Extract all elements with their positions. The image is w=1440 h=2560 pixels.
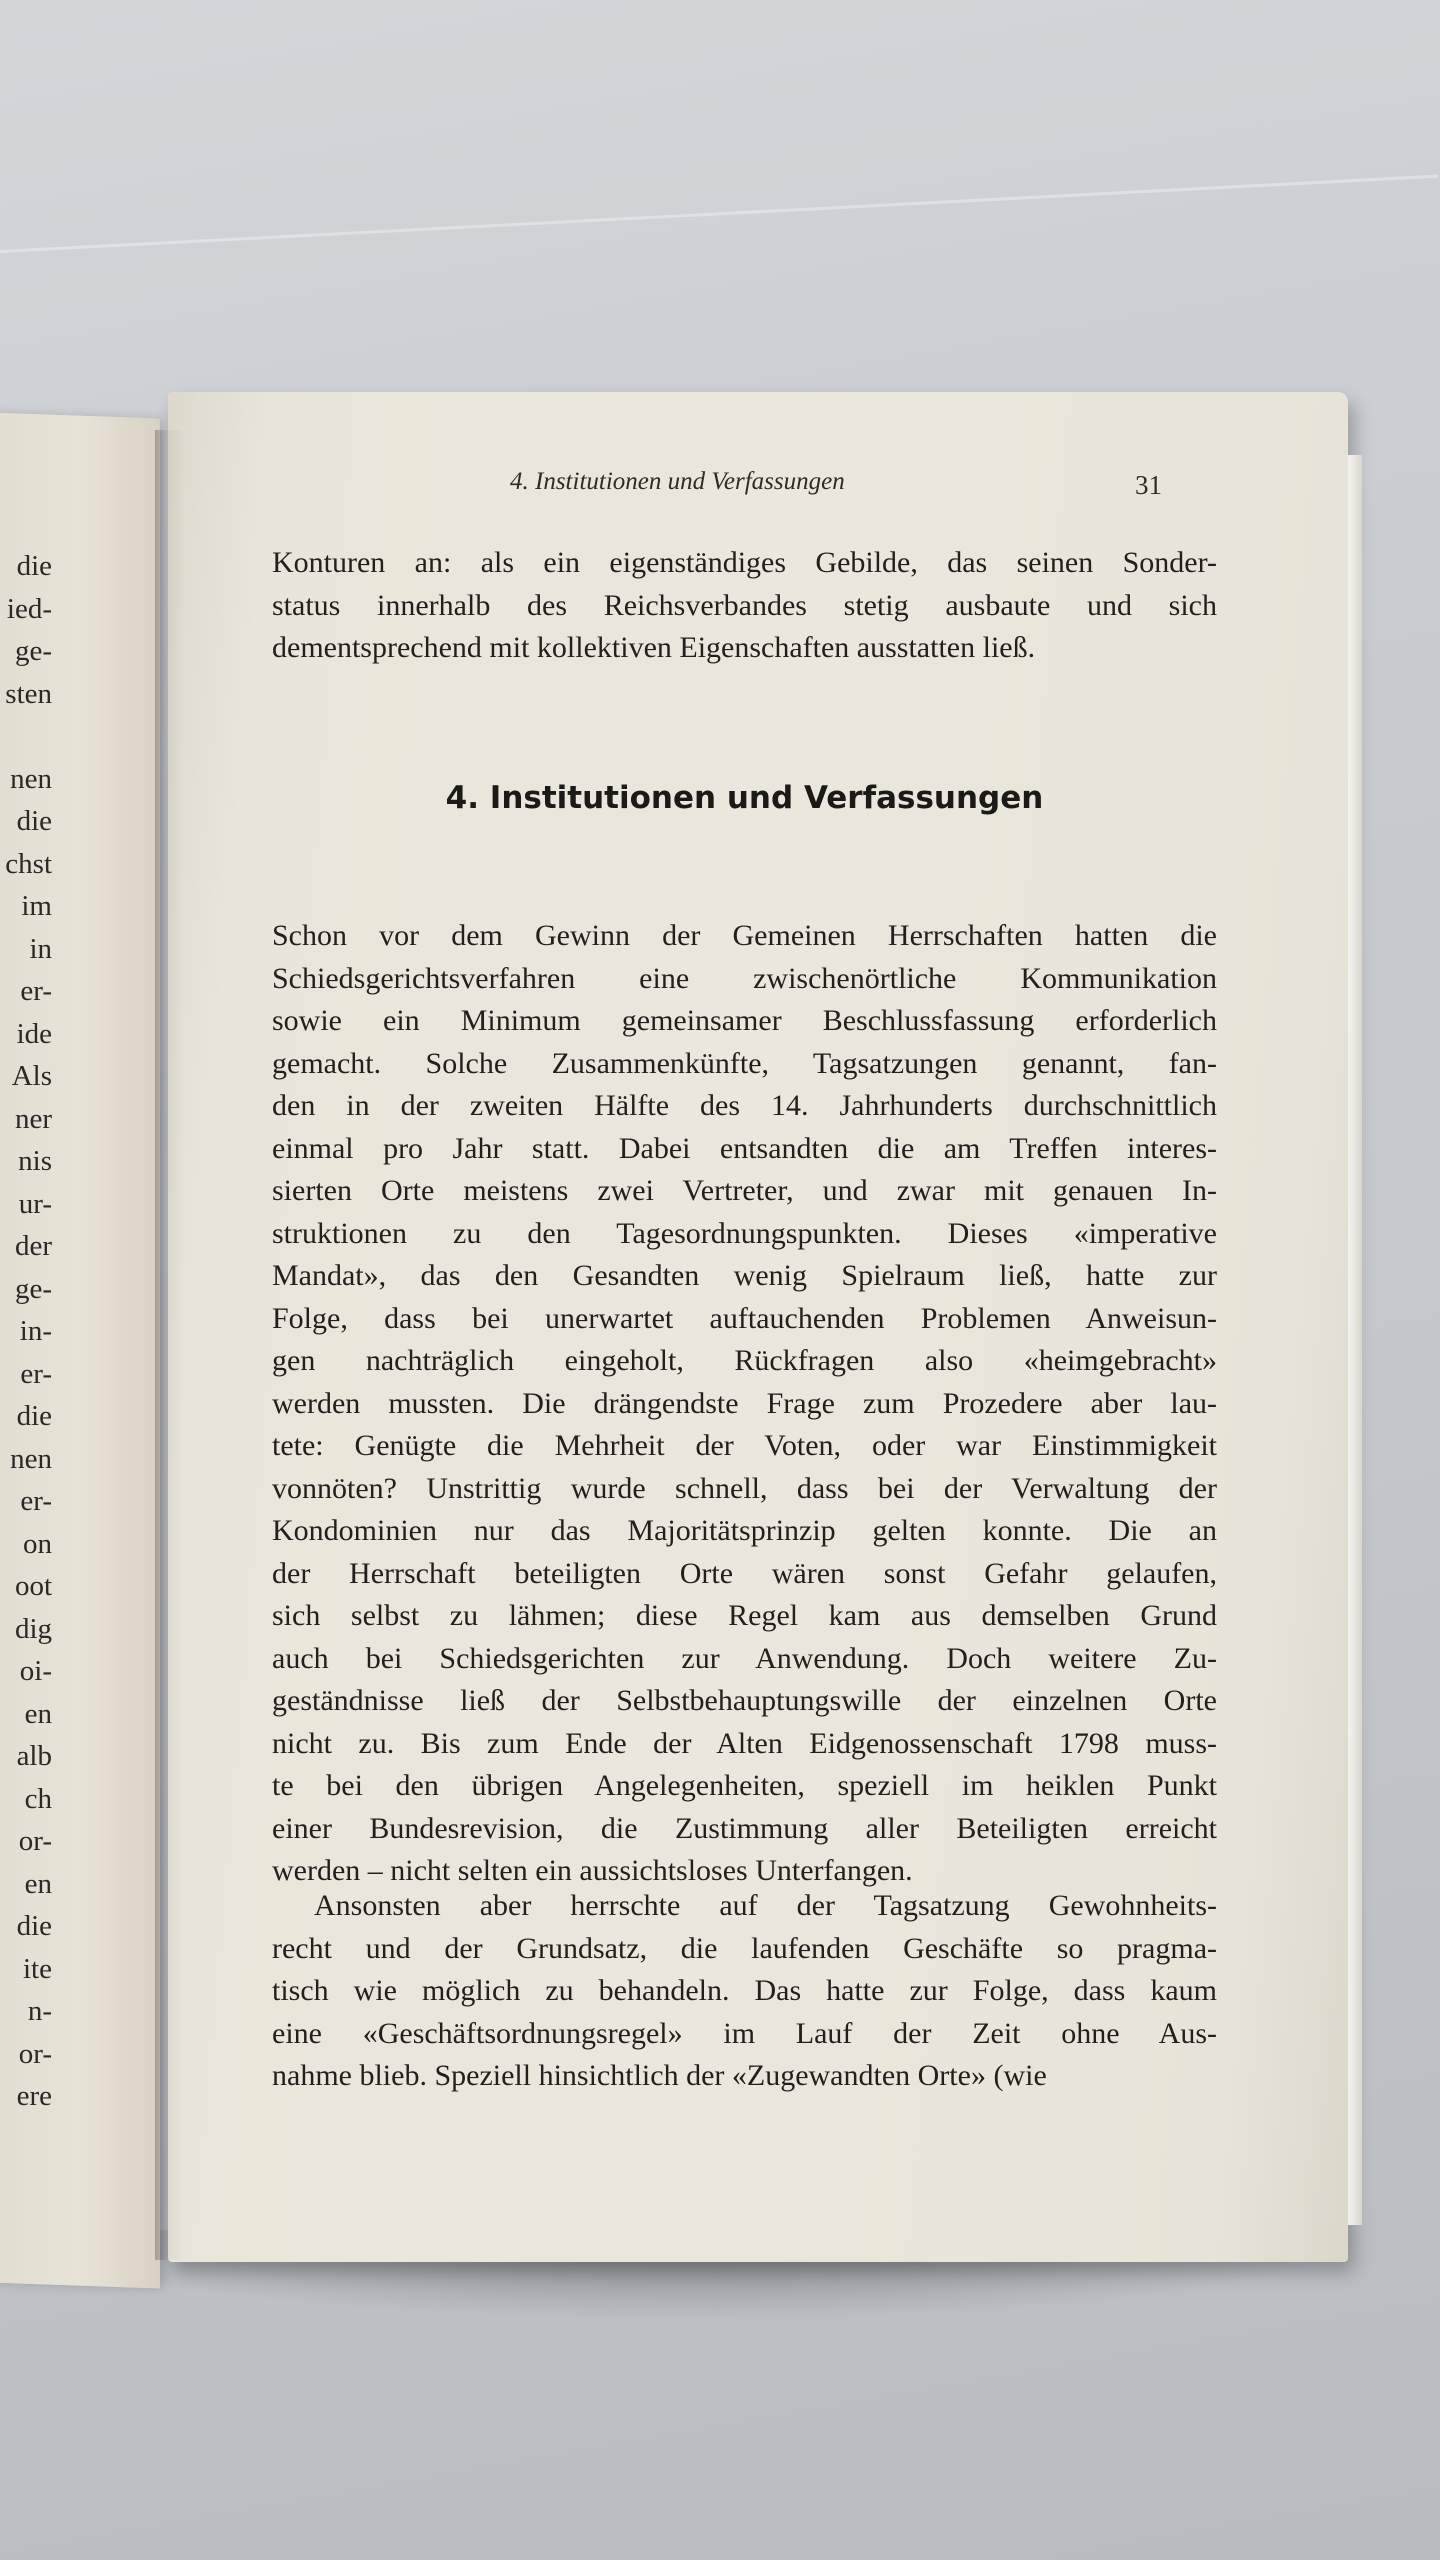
left-fragment: der [14, 1230, 52, 1262]
text-line: sich selbst zu lähmen; diese Regel kam aus demselben Grund [272, 1599, 1217, 1632]
left-fragment: in- [19, 1315, 52, 1347]
text-line: geständnisse ließ der Selbstbehauptungswille der einzelnen Orte [272, 1684, 1217, 1717]
left-fragment: on [23, 1527, 52, 1560]
left-fragment: nis [18, 1145, 52, 1177]
text-line: Schiedsgerichtsverfahren eine zwischenörtliche Kommunikation [272, 961, 1217, 995]
paragraph-1 [272, 915, 1217, 1893]
text-line: den in der zweiten Hälfte des 14. Jahrhunderts durchschnittlich [272, 1089, 1217, 1122]
text-line: der Herrschaft beteiligten Orte wären sonst Gefahr gelaufen, [272, 1556, 1217, 1590]
text-line: Schon vor dem Gewinn der Gemeinen Herrschaften hatten die [272, 919, 1217, 952]
left-fragment: die [16, 550, 52, 582]
left-fragment: ge- [14, 1272, 52, 1305]
left-fragment: die [16, 1400, 52, 1432]
left-fragment: ied- [6, 592, 52, 625]
text-line: werden mussten. Die drängendste Frage zum Prozedere aber lau- [272, 1386, 1217, 1420]
left-fragment: ere [16, 2080, 52, 2112]
left-fragment: ur- [18, 1187, 52, 1220]
left-fragment: oi- [19, 1655, 52, 1687]
text-line: struktionen zu den Tagesordnungspunkten. Dieses «imperative [272, 1216, 1217, 1250]
text-line: Folge, dass bei unerwartet auftauchenden Problemen Anweisun- [272, 1301, 1217, 1335]
left-fragment: in [29, 932, 52, 965]
page-stack-edge [1348, 455, 1362, 2225]
left-fragment: oot [14, 1570, 52, 1602]
left-fragment: chst [5, 847, 52, 880]
left-fragment: dig [14, 1612, 52, 1645]
left-fragment: er- [20, 975, 52, 1007]
left-fragment: Als [11, 1060, 52, 1092]
left-fragment: ide [16, 1017, 52, 1050]
left-fragment: die [16, 1910, 52, 1942]
text-line: te bei den übrigen Angelegenheiten, speziell im heiklen Punkt [272, 1769, 1217, 1802]
text-line: Kondominien nur das Majoritätsprinzip gelten konnte. Die an [272, 1514, 1217, 1547]
text-line: sierten Orte meistens zwei Vertreter, und zwar mit genauen In- [272, 1174, 1217, 1207]
left-fragment: die [16, 805, 52, 837]
left-fragment: nen [10, 762, 52, 795]
text-line: Ansonsten aber herrschte auf der Tagsatzung Gewohnheits- [314, 1889, 1217, 1922]
text-line: auch bei Schiedsgerichten zur Anwendung. Doch weitere Zu- [272, 1641, 1217, 1675]
left-fragment: en [24, 1867, 52, 1900]
table-surface-edge [0, 175, 1438, 253]
left-fragment: ge- [14, 635, 52, 667]
running-head: 4. Institutionen und Verfassungen [510, 468, 845, 495]
intro-paragraph [272, 542, 1217, 670]
text-line: tisch wie möglich zu behandeln. Das hatte zur Folge, dass kaum [272, 1974, 1217, 2007]
left-fragment: er- [20, 1357, 52, 1390]
left-fragment: or- [18, 1825, 52, 1857]
left-fragment: alb [16, 1740, 52, 1772]
text-line: gemacht. Solche Zusammenkünfte, Tagsatzungen genannt, fan- [272, 1046, 1217, 1080]
left-fragment: nen [10, 1442, 52, 1475]
left-fragment: ch [24, 1782, 52, 1815]
left-fragment [0, 715, 52, 758]
text-line: status innerhalb des Reichsverbandes stetig ausbaute und sich [272, 588, 1217, 622]
text-line: dementsprechend mit kollektiven Eigenschaften ausstatten ließ. [272, 631, 1036, 664]
text-line: tete: Genügte die Mehrheit der Voten, oder war Einstimmigkeit [272, 1429, 1217, 1462]
text-line: eine «Geschäftsordnungsregel» im Lauf der Zeit ohne Aus- [272, 2016, 1217, 2050]
paragraph-2 [272, 1885, 1217, 2098]
left-fragment: er- [20, 1485, 52, 1517]
left-page-text-fragments [0, 545, 52, 2118]
page-number: 31 [1135, 470, 1162, 500]
left-fragment: or- [18, 2037, 52, 2070]
text-line: einer Bundesrevision, die Zustimmung aller Beteiligten erreicht [272, 1811, 1217, 1845]
left-fragment: en [24, 1697, 52, 1730]
left-fragment: ner [14, 1102, 52, 1135]
book-gutter [155, 430, 185, 2260]
text-line: werden – nicht selten ein aussichtsloses Unterfangen. [272, 1854, 913, 1887]
left-fragment: im [21, 890, 52, 922]
text-line: Konturen an: als ein eigenständiges Gebilde, das seinen Sonder- [272, 546, 1217, 579]
text-line: gen nachträglich eingeholt, Rückfragen also «heimgebracht» [272, 1344, 1217, 1377]
text-line: vonnöten? Unstrittig wurde schnell, dass bei der Verwaltung der [272, 1471, 1217, 1505]
text-line: einmal pro Jahr statt. Dabei entsandten die am Treffen interes- [272, 1131, 1217, 1165]
left-fragment: ite [23, 1952, 52, 1985]
text-line: nicht zu. Bis zum Ende der Alten Eidgenossenschaft 1798 muss- [272, 1726, 1217, 1760]
left-fragment: n- [27, 1995, 52, 2027]
text-line: recht und der Grundsatz, die laufenden Geschäfte so pragma- [272, 1931, 1217, 1965]
text-line: Mandat», das den Gesandten wenig Spielraum ließ, hatte zur [272, 1259, 1217, 1292]
text-line: nahme blieb. Speziell hinsichtlich der «Zugewandten Orte» (wie [272, 2059, 1047, 2092]
left-fragment: sten [5, 677, 52, 710]
text-line: sowie ein Minimum gemeinsamer Beschlussfassung erforderlich [272, 1004, 1217, 1037]
section-heading: 4. Institutionen und Verfassungen [445, 780, 1044, 816]
